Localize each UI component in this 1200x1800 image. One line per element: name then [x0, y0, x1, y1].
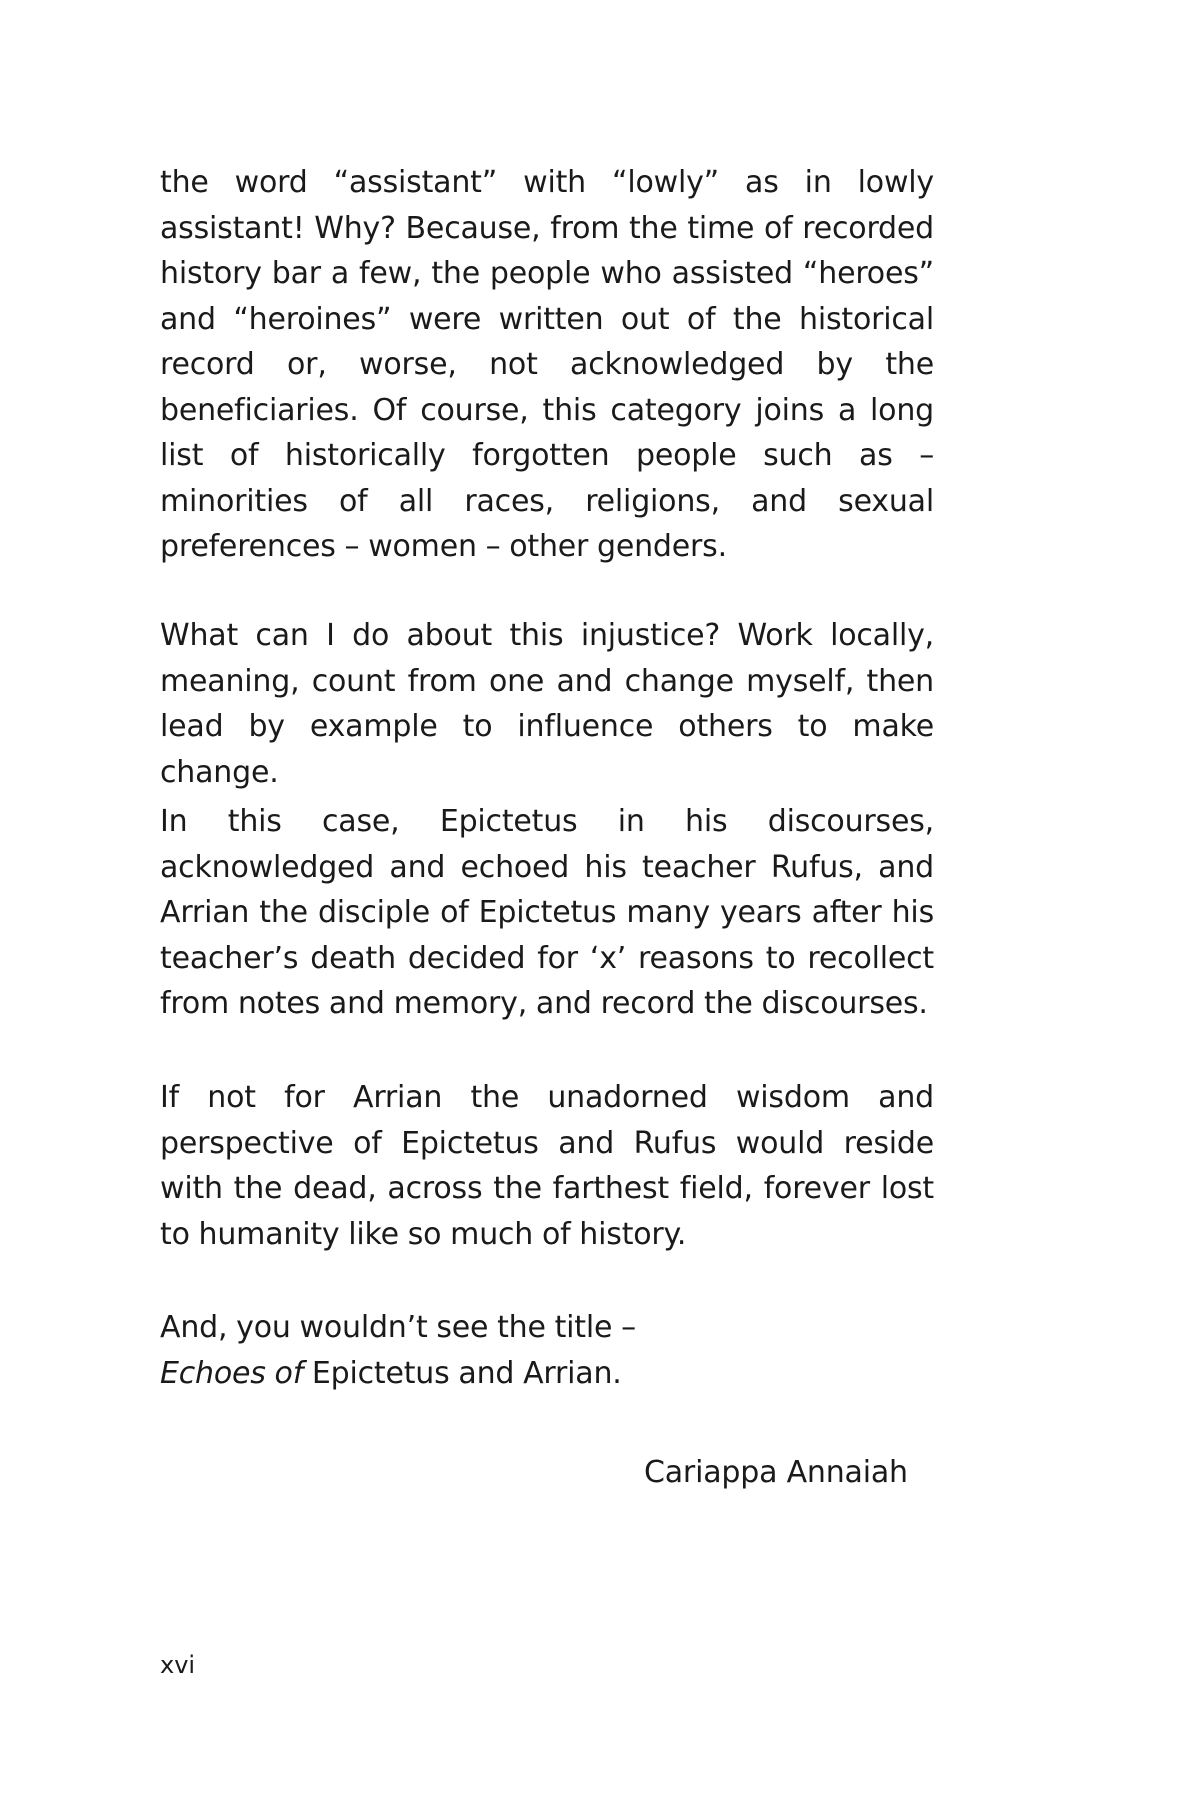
closing-paragraph [160, 1305, 934, 1396]
book-title-italic: Echoes of [160, 1355, 304, 1391]
book-title-line [160, 1351, 934, 1397]
book-title-rest: Epictetus and Arrian. [303, 1355, 622, 1391]
author-signature: Cariappa Annaiah [644, 1455, 908, 1490]
body-paragraph-1: the word “assistant” with “lowly” as in lowly assistant! Why? Because, from the time of recorded history bar a few, the people who assisted “heroes” and “heroines” were written out of the historical record or, worse, not acknowledged by the beneficiaries. Of course, this category joins a long list of historically forgotten people such as – minorities of all races, religions, and sexual preferences – women – other genders. [160, 165, 934, 564]
body-paragraph-2: What can I do about this injustice? Work locally, meaning, count from one and change myself, then lead by example to influence others to make change. [160, 618, 934, 790]
page-number: xvi [160, 1651, 196, 1679]
body-paragraph-3: In this case, Epictetus in his discourses, acknowledged and echoed his teacher Rufus, and Arrian the disciple of Epictetus many years after his teacher’s death decided for ‘x’ reasons to recollect from notes and memory, and record the discourses. [160, 804, 934, 1021]
body-paragraph-4: If not for Arrian the unadorned wisdom and perspective of Epictetus and Rufus would reside with the dead, across the farthest field, forever lost to humanity like so much of history. [160, 1080, 934, 1252]
closing-line: And, you wouldn’t see the title – [160, 1310, 636, 1345]
